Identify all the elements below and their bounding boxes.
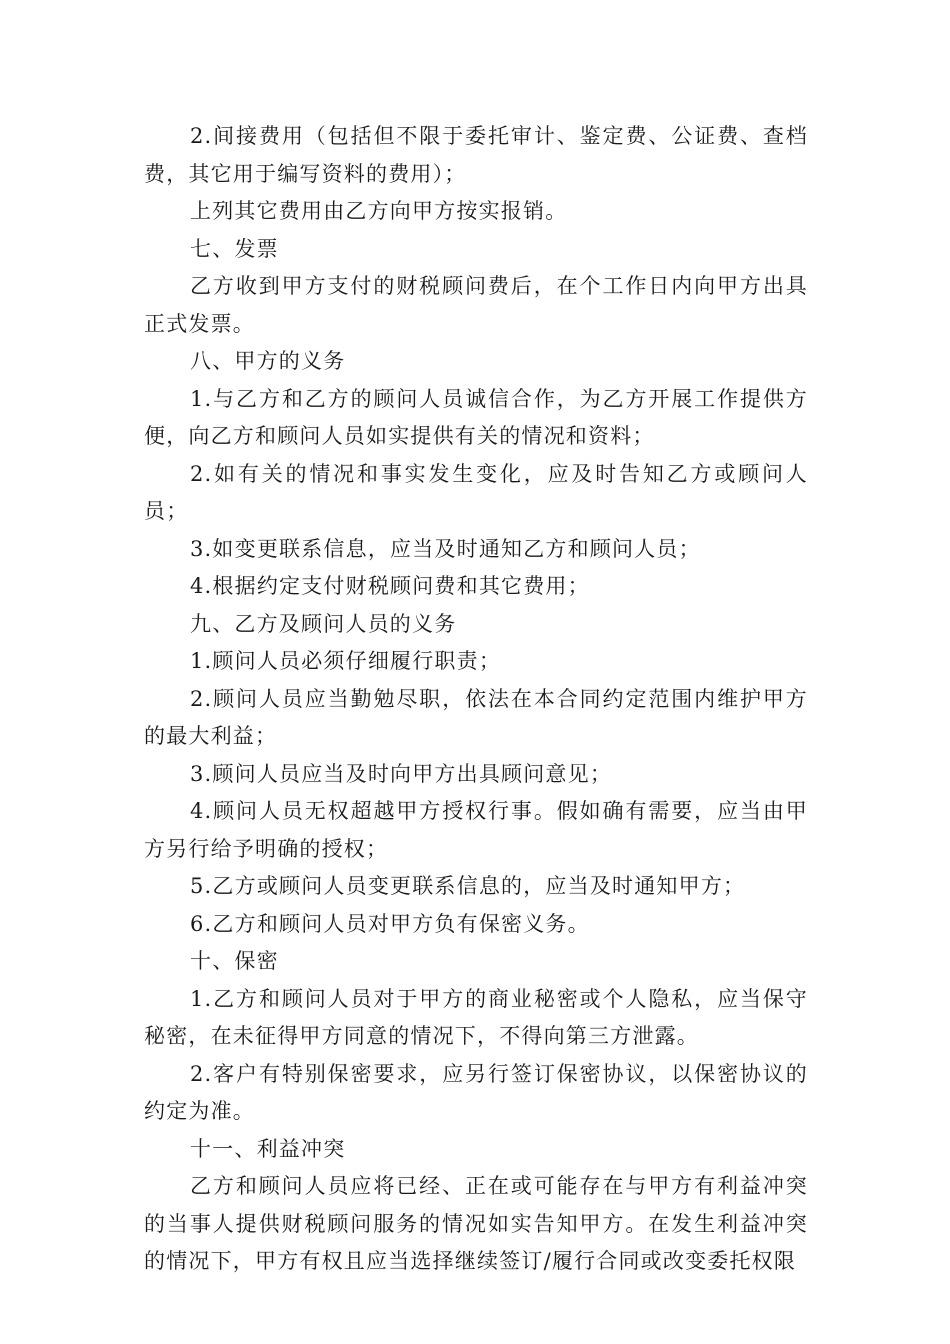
- section-heading-confidentiality: 十、保密: [190, 949, 279, 973]
- paragraph-confidentiality-2: 2.客户有特别保密要求，应另行签订保密协议，以保密协议的约定为准。: [144, 1061, 808, 1123]
- section-heading-conflict-of-interest: 十一、利益冲突: [190, 1136, 346, 1161]
- paragraph-conflict-of-interest: 乙方和顾问人员应将已经、正在或可能存在与甲方有利益冲突的当事人提供财税顾问服务的情况如实告知甲方。在发生利益冲突的情况下，甲方有权且应当选择继续签订/履行合同或改变委托权限: [144, 1174, 808, 1273]
- section-heading-party-a-duties: 八、甲方的义务: [190, 349, 346, 373]
- section-heading-party-b-duties: 九、乙方及顾问人员的义务: [190, 611, 457, 636]
- paragraph-reimbursement: 上列其它费用由乙方向甲方按实报销。: [190, 199, 568, 223]
- paragraph-invoice: 乙方收到甲方支付的财税顾问费后，在个工作日内向甲方出具正式发票。: [144, 274, 808, 336]
- paragraph-party-b-duty-3: 3.顾问人员应当及时向甲方出具顾问意见；: [190, 761, 613, 786]
- paragraph-party-a-duty-2: 2.如有关的情况和事实发生变化，应及时告知乙方或顾问人员；: [144, 461, 808, 523]
- paragraph-party-a-duty-1: 1.与乙方和乙方的顾问人员诚信合作，为乙方开展工作提供方便，向乙方和顾问人员如实提供有关的情况和资料；: [144, 386, 808, 448]
- document-body: [144, 118, 808, 1281]
- paragraph-party-a-duty-4: 4.根据约定支付财税顾问费和其它费用；: [190, 574, 590, 598]
- paragraph-indirect-costs: 2.间接费用（包括但不限于委托审计、鉴定费、公证费、查档费，其它用于编写资料的费用）；: [144, 124, 808, 186]
- paragraph-party-b-duty-2: 2.顾问人员应当勤勉尽职，依法在本合同约定范围内维护甲方的最大利益；: [144, 686, 808, 748]
- paragraph-confidentiality-1: 1.乙方和顾问人员对于甲方的商业秘密或个人隐私，应当保守秘密，在未征得甲方同意的情况下，不得向第三方泄露。: [144, 986, 808, 1048]
- paragraph-party-b-duty-1: 1.顾问人员必须仔细履行职责；: [190, 649, 502, 673]
- paragraph-party-b-duty-4: 4.顾问人员无权超越甲方授权行事。假如确有需要，应当由甲方另行给予明确的授权；: [144, 799, 808, 861]
- paragraph-party-a-duty-3: 3.如变更联系信息，应当及时通知乙方和顾问人员；: [190, 536, 701, 561]
- paragraph-party-b-duty-5: 5.乙方或顾问人员变更联系信息的，应当及时通知甲方；: [190, 874, 746, 898]
- paragraph-party-b-duty-6: 6.乙方和顾问人员对甲方负有保密义务。: [190, 911, 590, 936]
- section-heading-invoice: 七、发票: [190, 236, 279, 261]
